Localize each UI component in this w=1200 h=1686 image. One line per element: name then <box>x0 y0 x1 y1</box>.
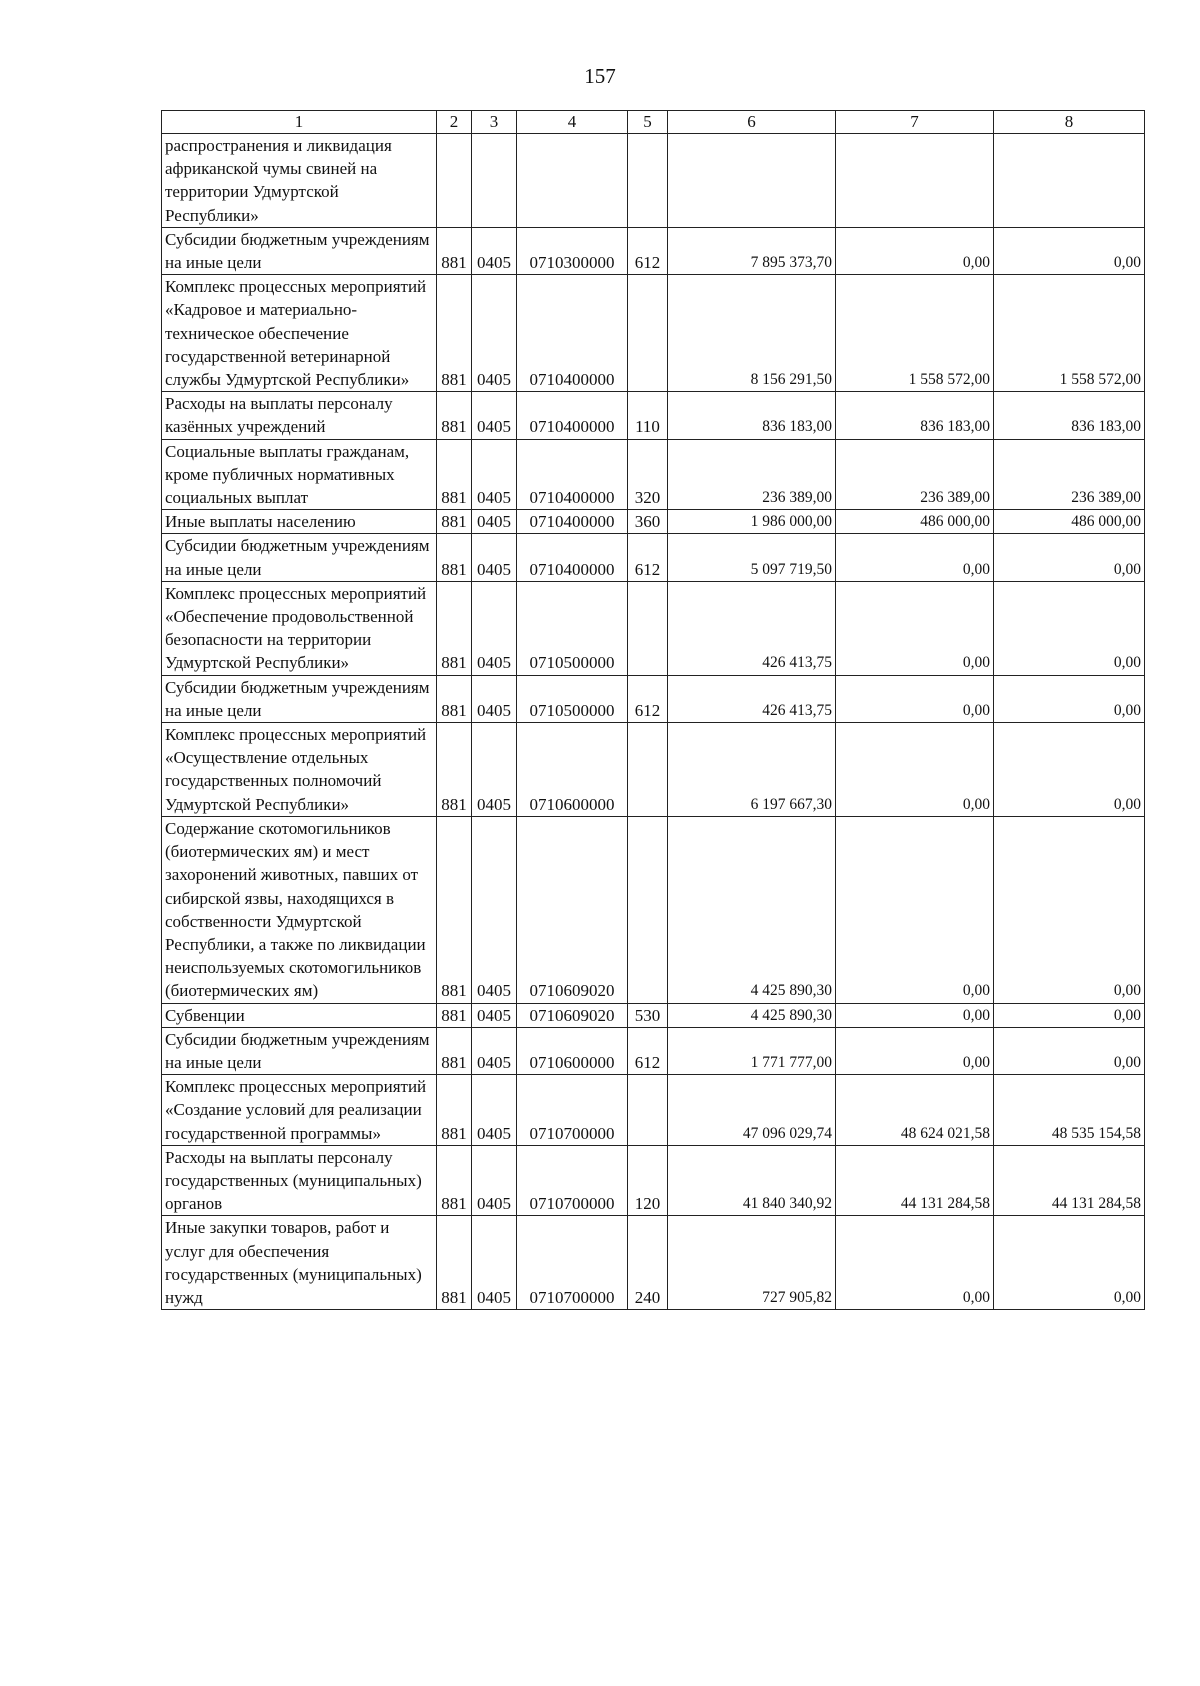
cell-section-code: 0405 <box>472 534 517 581</box>
table-row <box>162 510 1145 534</box>
cell-target-article: 0710400000 <box>517 510 628 534</box>
cell-expense-type <box>628 816 668 1003</box>
budget-table <box>161 110 1145 1310</box>
cell-name: Комплекс процессных мероприятий «Создание условий для реализации государственной программы» <box>162 1075 437 1146</box>
cell-amount-year-1: 47 096 029,74 <box>668 1075 836 1146</box>
cell-department-code: 881 <box>437 1027 472 1074</box>
column-header: 5 <box>628 111 668 134</box>
cell-name: Иные закупки товаров, работ и услуг для обеспечения государственных (муниципальных) нужд <box>162 1216 437 1310</box>
table-body <box>162 134 1145 1310</box>
cell-amount-year-2: 0,00 <box>836 723 994 817</box>
cell-amount-year-1: 4 425 890,30 <box>668 816 836 1003</box>
cell-section-code: 0405 <box>472 581 517 675</box>
cell-name: Иные выплаты населению <box>162 510 437 534</box>
column-header: 4 <box>517 111 628 134</box>
cell-section-code: 0405 <box>472 439 517 510</box>
column-header: 8 <box>994 111 1145 134</box>
column-header: 6 <box>668 111 836 134</box>
cell-name: распространения и ликвидация африканской чумы свиней на территории Удмуртской Республики» <box>162 134 437 228</box>
cell-amount-year-1: 836 183,00 <box>668 392 836 439</box>
cell-department-code: 881 <box>437 227 472 274</box>
cell-amount-year-2: 0,00 <box>836 1003 994 1027</box>
column-header: 1 <box>162 111 437 134</box>
cell-amount-year-1: 4 425 890,30 <box>668 1003 836 1027</box>
cell-expense-type: 360 <box>628 510 668 534</box>
cell-amount-year-2: 0,00 <box>836 675 994 722</box>
cell-amount-year-1: 6 197 667,30 <box>668 723 836 817</box>
cell-amount-year-3: 836 183,00 <box>994 392 1145 439</box>
cell-amount-year-2: 0,00 <box>836 1027 994 1074</box>
table-row <box>162 723 1145 817</box>
table-row <box>162 1145 1145 1216</box>
cell-amount-year-3: 0,00 <box>994 227 1145 274</box>
cell-amount-year-3: 48 535 154,58 <box>994 1075 1145 1146</box>
cell-amount-year-2: 44 131 284,58 <box>836 1145 994 1216</box>
cell-expense-type <box>628 275 668 392</box>
table-row <box>162 1003 1145 1027</box>
cell-amount-year-2: 836 183,00 <box>836 392 994 439</box>
cell-target-article: 0710400000 <box>517 275 628 392</box>
cell-expense-type: 320 <box>628 439 668 510</box>
cell-amount-year-1: 727 905,82 <box>668 1216 836 1310</box>
cell-amount-year-1: 7 895 373,70 <box>668 227 836 274</box>
column-header: 7 <box>836 111 994 134</box>
cell-target-article: 0710400000 <box>517 534 628 581</box>
cell-expense-type: 110 <box>628 392 668 439</box>
cell-amount-year-3: 0,00 <box>994 1003 1145 1027</box>
cell-amount-year-3: 0,00 <box>994 723 1145 817</box>
table-row <box>162 675 1145 722</box>
cell-section-code: 0405 <box>472 1027 517 1074</box>
cell-expense-type: 612 <box>628 227 668 274</box>
cell-amount-year-3: 486 000,00 <box>994 510 1145 534</box>
cell-target-article: 0710500000 <box>517 675 628 722</box>
cell-target-article: 0710700000 <box>517 1075 628 1146</box>
cell-amount-year-1: 5 097 719,50 <box>668 534 836 581</box>
cell-department-code: 881 <box>437 275 472 392</box>
cell-department-code: 881 <box>437 1216 472 1310</box>
cell-name: Субвенции <box>162 1003 437 1027</box>
table-row <box>162 534 1145 581</box>
cell-department-code: 881 <box>437 439 472 510</box>
cell-name: Расходы на выплаты персоналу государственных (муниципальных) органов <box>162 1145 437 1216</box>
cell-amount-year-1: 236 389,00 <box>668 439 836 510</box>
cell-amount-year-3: 0,00 <box>994 675 1145 722</box>
cell-section-code: 0405 <box>472 816 517 1003</box>
cell-amount-year-1: 8 156 291,50 <box>668 275 836 392</box>
cell-department-code: 881 <box>437 1003 472 1027</box>
cell-target-article: 0710600000 <box>517 1027 628 1074</box>
cell-target-article: 0710609020 <box>517 1003 628 1027</box>
cell-expense-type <box>628 581 668 675</box>
cell-amount-year-2: 0,00 <box>836 1216 994 1310</box>
cell-section-code: 0405 <box>472 275 517 392</box>
cell-section-code: 0405 <box>472 510 517 534</box>
table-row <box>162 816 1145 1003</box>
cell-section-code: 0405 <box>472 392 517 439</box>
cell-section-code: 0405 <box>472 1145 517 1216</box>
table-row <box>162 275 1145 392</box>
cell-target-article: 0710400000 <box>517 439 628 510</box>
cell-target-article: 0710500000 <box>517 581 628 675</box>
cell-amount-year-3: 0,00 <box>994 816 1145 1003</box>
table-row <box>162 1027 1145 1074</box>
table-row <box>162 134 1145 228</box>
cell-amount-year-3: 0,00 <box>994 581 1145 675</box>
cell-department-code: 881 <box>437 723 472 817</box>
cell-expense-type <box>628 1075 668 1146</box>
cell-amount-year-2: 0,00 <box>836 816 994 1003</box>
column-header: 2 <box>437 111 472 134</box>
cell-name: Субсидии бюджетным учреждениям на иные цели <box>162 675 437 722</box>
cell-section-code: 0405 <box>472 227 517 274</box>
cell-amount-year-3: 0,00 <box>994 534 1145 581</box>
cell-amount-year-2: 0,00 <box>836 534 994 581</box>
cell-amount-year-2: 0,00 <box>836 227 994 274</box>
cell-department-code: 881 <box>437 510 472 534</box>
cell-expense-type: 120 <box>628 1145 668 1216</box>
cell-section-code: 0405 <box>472 675 517 722</box>
cell-target-article: 0710300000 <box>517 227 628 274</box>
cell-amount-year-2: 0,00 <box>836 581 994 675</box>
cell-amount-year-2: 48 624 021,58 <box>836 1075 994 1146</box>
table-row <box>162 1075 1145 1146</box>
header-row <box>162 111 1145 134</box>
cell-name: Социальные выплаты гражданам, кроме публичных нормативных социальных выплат <box>162 439 437 510</box>
cell-name: Субсидии бюджетным учреждениям на иные цели <box>162 534 437 581</box>
cell-name: Субсидии бюджетным учреждениям на иные цели <box>162 1027 437 1074</box>
column-header: 3 <box>472 111 517 134</box>
cell-target-article: 0710700000 <box>517 1216 628 1310</box>
table-row <box>162 1216 1145 1310</box>
cell-section-code <box>472 134 517 228</box>
table-row <box>162 227 1145 274</box>
cell-amount-year-3: 236 389,00 <box>994 439 1145 510</box>
cell-department-code: 881 <box>437 392 472 439</box>
cell-target-article: 0710600000 <box>517 723 628 817</box>
cell-name: Субсидии бюджетным учреждениям на иные цели <box>162 227 437 274</box>
table-row <box>162 439 1145 510</box>
cell-amount-year-2 <box>836 134 994 228</box>
cell-target-article: 0710609020 <box>517 816 628 1003</box>
cell-target-article: 0710400000 <box>517 392 628 439</box>
cell-expense-type: 612 <box>628 1027 668 1074</box>
cell-amount-year-1: 1 986 000,00 <box>668 510 836 534</box>
cell-expense-type: 530 <box>628 1003 668 1027</box>
cell-expense-type <box>628 723 668 817</box>
cell-section-code: 0405 <box>472 1003 517 1027</box>
cell-amount-year-1: 426 413,75 <box>668 675 836 722</box>
cell-section-code: 0405 <box>472 723 517 817</box>
cell-amount-year-3: 0,00 <box>994 1027 1145 1074</box>
cell-target-article <box>517 134 628 228</box>
table-row <box>162 392 1145 439</box>
cell-department-code: 881 <box>437 581 472 675</box>
cell-amount-year-2: 236 389,00 <box>836 439 994 510</box>
cell-amount-year-3: 0,00 <box>994 1216 1145 1310</box>
cell-department-code: 881 <box>437 816 472 1003</box>
table-row <box>162 581 1145 675</box>
cell-amount-year-1: 426 413,75 <box>668 581 836 675</box>
cell-target-article: 0710700000 <box>517 1145 628 1216</box>
cell-name: Комплекс процессных мероприятий «Кадровое и материально-техническое обеспечение государственной ветеринарной службы Удмуртской Республики» <box>162 275 437 392</box>
cell-expense-type: 240 <box>628 1216 668 1310</box>
cell-amount-year-3: 1 558 572,00 <box>994 275 1145 392</box>
cell-expense-type: 612 <box>628 675 668 722</box>
cell-amount-year-3: 44 131 284,58 <box>994 1145 1145 1216</box>
page-number: 157 <box>584 64 616 88</box>
cell-name: Расходы на выплаты персоналу казённых учреждений <box>162 392 437 439</box>
cell-department-code <box>437 134 472 228</box>
cell-name: Комплекс процессных мероприятий «Обеспечение продовольственной безопасности на территории Удмуртской Республики» <box>162 581 437 675</box>
cell-amount-year-1: 1 771 777,00 <box>668 1027 836 1074</box>
cell-expense-type: 612 <box>628 534 668 581</box>
cell-name: Комплекс процессных мероприятий «Осуществление отдельных государственных полномочий Удмуртской Республики» <box>162 723 437 817</box>
cell-section-code: 0405 <box>472 1216 517 1310</box>
cell-department-code: 881 <box>437 675 472 722</box>
cell-amount-year-1 <box>668 134 836 228</box>
cell-section-code: 0405 <box>472 1075 517 1146</box>
cell-amount-year-2: 486 000,00 <box>836 510 994 534</box>
cell-amount-year-1: 41 840 340,92 <box>668 1145 836 1216</box>
cell-amount-year-3 <box>994 134 1145 228</box>
cell-expense-type <box>628 134 668 228</box>
cell-amount-year-2: 1 558 572,00 <box>836 275 994 392</box>
cell-name: Содержание скотомогильников (биотермических ям) и мест захоронений животных, павших от сибирской язвы, находящихся в собственности Удмуртской Республики, а также по ликвидации неиспользуемых скотомогильников (биотермических ям) <box>162 816 437 1003</box>
cell-department-code: 881 <box>437 534 472 581</box>
cell-department-code: 881 <box>437 1145 472 1216</box>
cell-department-code: 881 <box>437 1075 472 1146</box>
